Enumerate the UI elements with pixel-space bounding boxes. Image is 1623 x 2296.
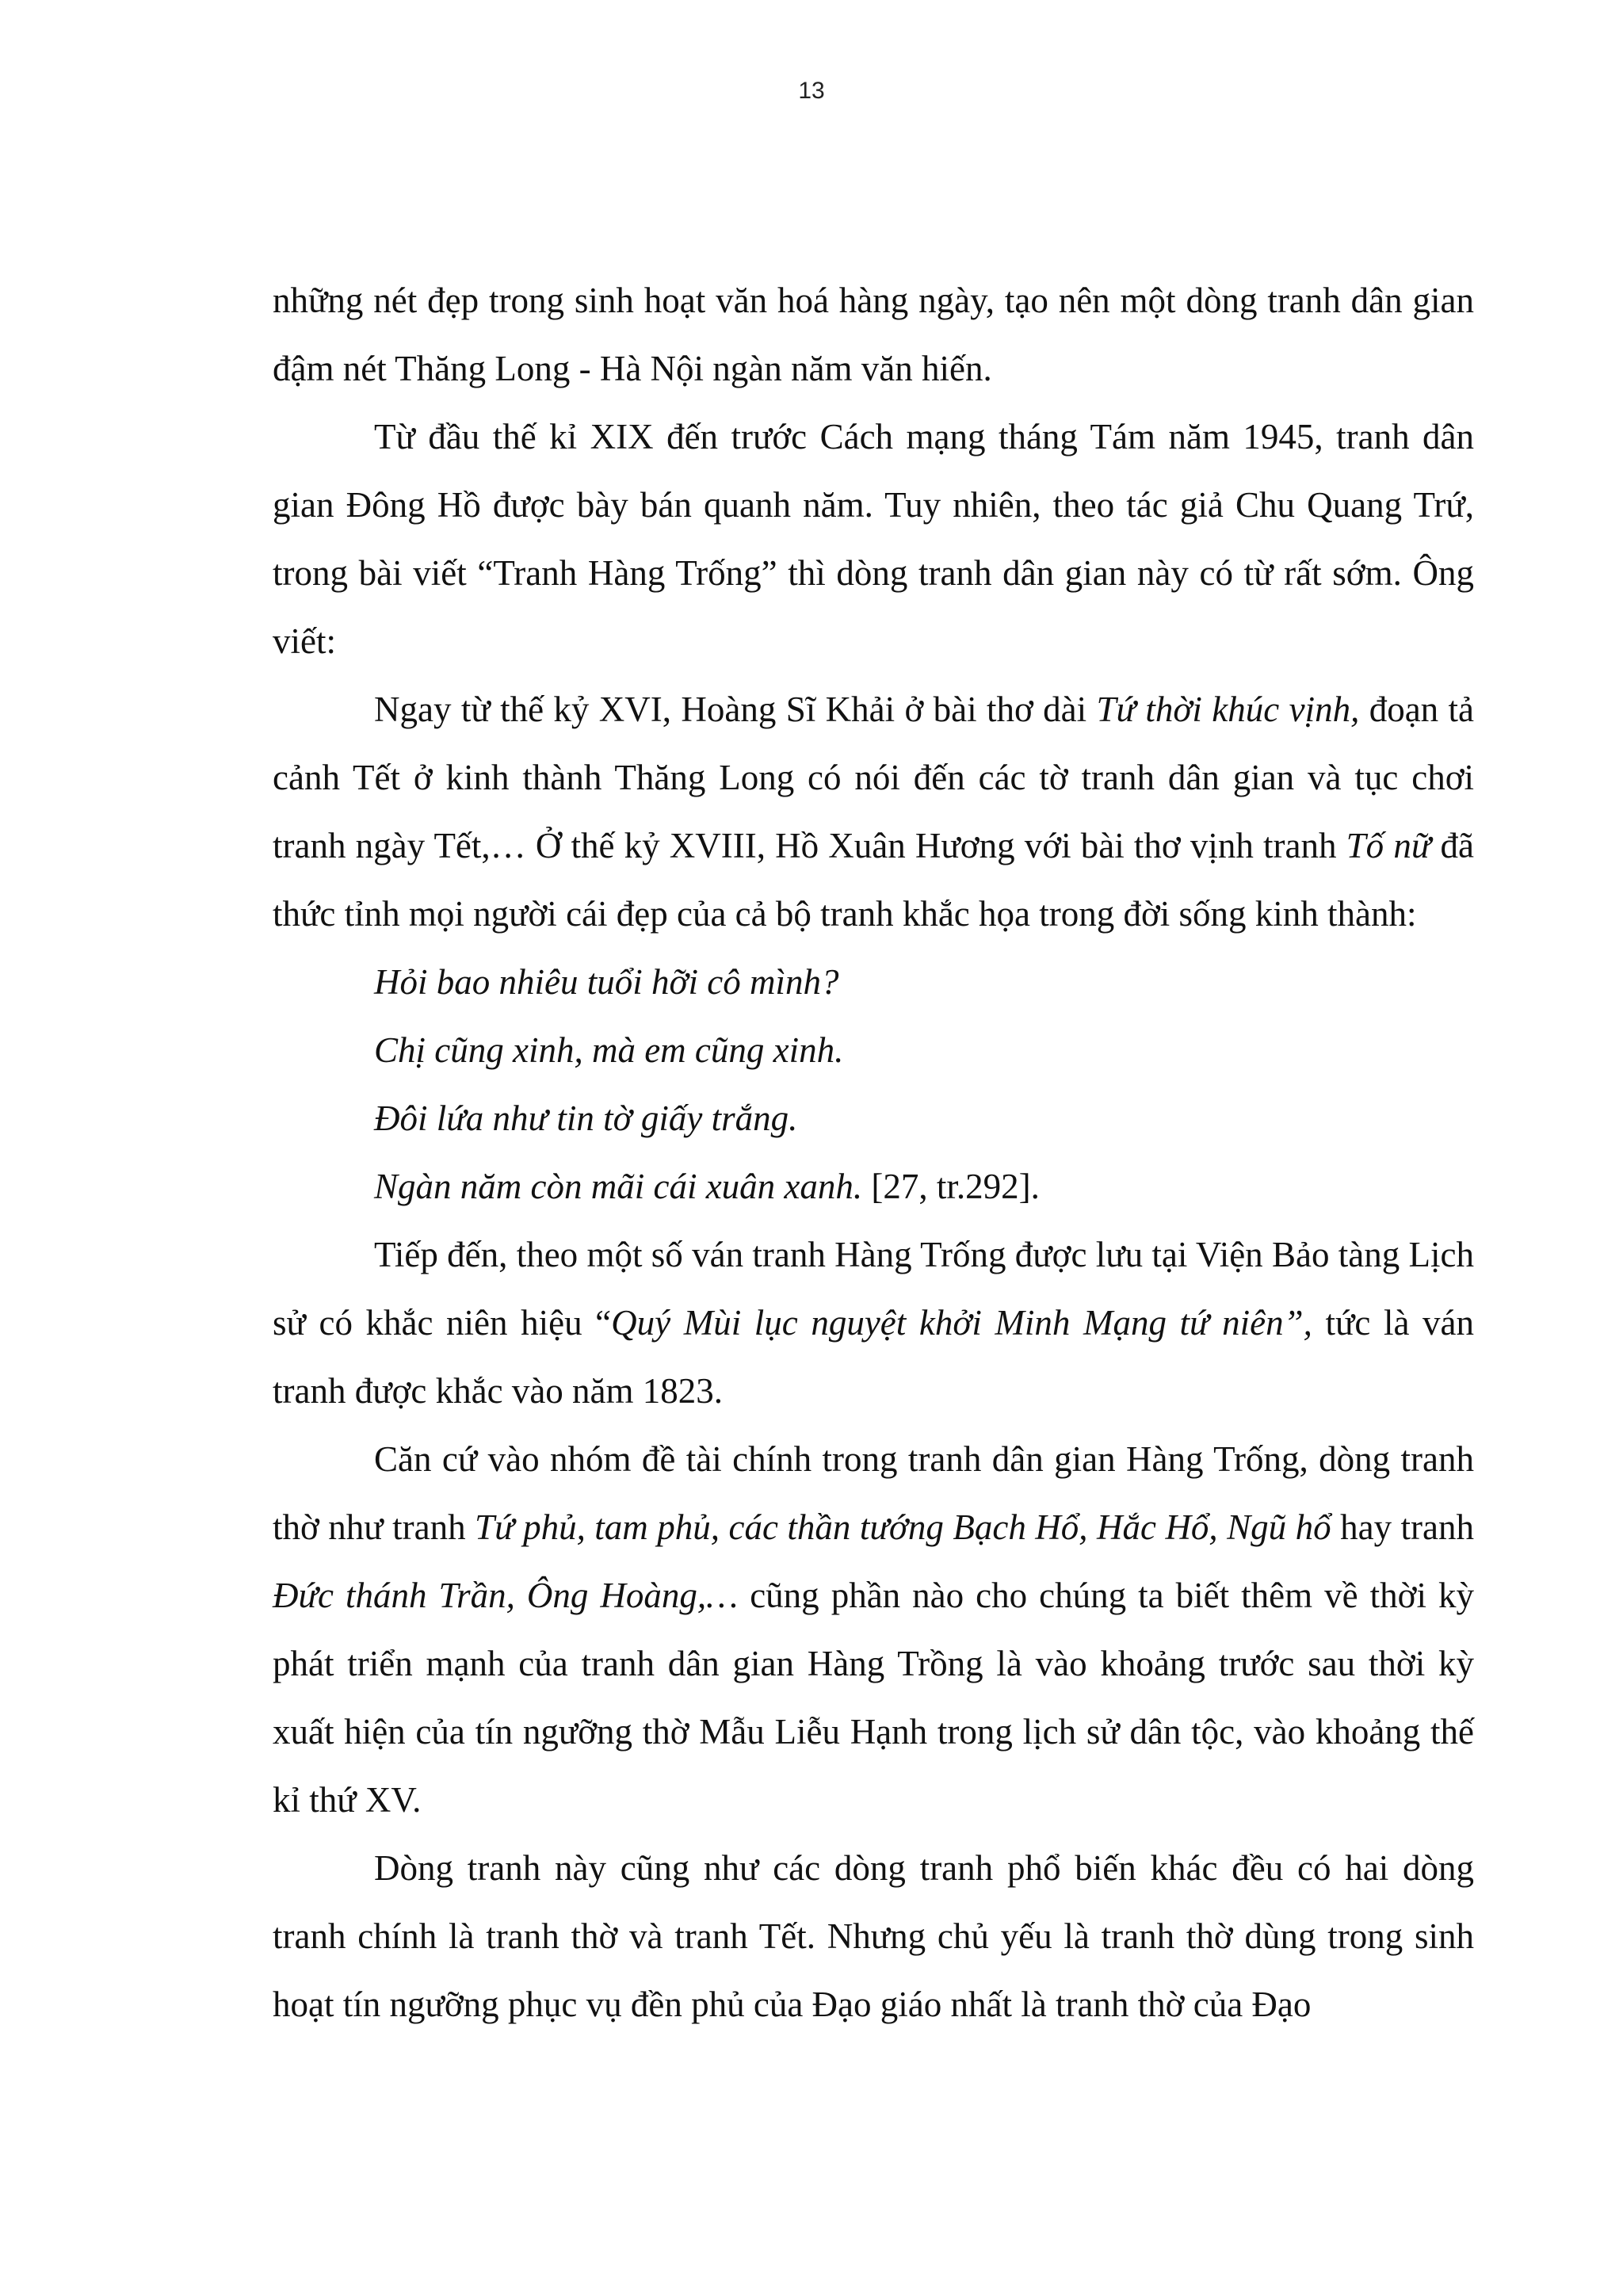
quote-title-to-nu: Tố nữ bbox=[1346, 826, 1431, 865]
verse-line-4 bbox=[374, 1152, 1474, 1221]
verse-line-4-text: Ngàn năm còn mãi cái xuân xanh. bbox=[374, 1167, 863, 1206]
block-quote bbox=[273, 675, 1474, 948]
paragraph-5-text-1: Căn cứ vào nhóm đề tài chính trong tranh dân gian Hàng Trống, dòng tranh thờ như tranh bbox=[273, 1439, 1474, 1547]
paragraph-4 bbox=[273, 1221, 1474, 1425]
quote-title-tu-thoi-khuc-vinh: Tứ thời khúc vịnh, bbox=[1096, 690, 1360, 729]
quote-text-2: đoạn tả cảnh Tết ở kinh thành Thăng Long có nói đến các tờ tranh dân gian và tục chơi tranh ngày Tết,… Ở thế kỷ XVIII, Hồ Xuân Hương với bài thơ vịnh tranh bbox=[273, 690, 1475, 865]
verse-line-3: Đôi lứa như tin tờ giấy trắng. bbox=[374, 1098, 798, 1138]
citation-reference: [27, tr.292]. bbox=[862, 1167, 1040, 1206]
quote-text-3: đã thức tỉnh mọi người cái đẹp của cả bộ tranh khắc họa trong đời sống kinh thành: bbox=[273, 826, 1474, 934]
quote-text-1: Ngay từ thế kỷ XVI, Hoàng Sĩ Khải ở bài thơ dài bbox=[374, 690, 1097, 729]
paragraph-2: Từ đầu thế kỉ XIX đến trước Cách mạng tháng Tám năm 1945, tranh dân gian Đông Hồ được bày bán quanh năm. Tuy nhiên, theo tác giả Chu Quang Trứ, trong bài viết “Tranh Hàng Trống” thì dòng tranh dân gian này có từ rất sớm. Ông viết: bbox=[273, 417, 1474, 661]
paragraph-5 bbox=[273, 1425, 1474, 1834]
verse-line-2: Chị cũng xinh, mà em cũng xinh. bbox=[374, 1030, 844, 1070]
paragraph-4-text-2: tức là ván tranh được khắc vào năm 1823. bbox=[273, 1303, 1474, 1411]
paragraph-5-text-3: cũng phần nào cho chúng ta biết thêm về thời kỳ phát triển mạnh của tranh dân gian Hàng Trồng là vào khoảng trước sau thời kỳ xuất hiện của tín ngưỡng thờ Mẫu Liễu Hạnh trong lịch sử dân tộc, vào khoảng thế kỉ thứ XV. bbox=[273, 1576, 1474, 1820]
body-text bbox=[273, 266, 1474, 2038]
paragraph-5-painting-titles-2: Đức thánh Trần, Ông Hoàng,… bbox=[273, 1576, 739, 1615]
paragraph-4-era-name: Quý Mùi lục nguyệt khởi Minh Mạng tứ niên”, bbox=[611, 1303, 1312, 1343]
verse-line-1: Hỏi bao nhiêu tuổi hỡi cô mình? bbox=[374, 962, 839, 1002]
paragraph-6: Dòng tranh này cũng như các dòng tranh phổ biến khác đều có hai dòng tranh chính là tranh thờ và tranh Tết. Nhưng chủ yếu là tranh thờ dùng trong sinh hoạt tín ngưỡng phục vụ đền phủ của Đạo giáo nhất là tranh thờ của Đạo bbox=[273, 1848, 1474, 2024]
paragraph-5-painting-titles-1: Tứ phủ, tam phủ, các thần tướng Bạch Hổ, Hắc Hổ, Ngũ hổ bbox=[475, 1507, 1331, 1547]
paragraph-1: những nét đẹp trong sinh hoạt văn hoá hàng ngày, tạo nên một dòng tranh dân gian đậm nét Thăng Long - Hà Nội ngàn năm văn hiến. bbox=[273, 281, 1474, 388]
paragraph-4-text-1: Tiếp đến, theo một số ván tranh Hàng Trống được lưu tại Viện Bảo tàng Lịch sử có khắc niên hiệu “ bbox=[273, 1235, 1474, 1343]
paragraph-5-text-2: hay tranh bbox=[1331, 1507, 1475, 1547]
page-number: 13 bbox=[798, 78, 825, 104]
